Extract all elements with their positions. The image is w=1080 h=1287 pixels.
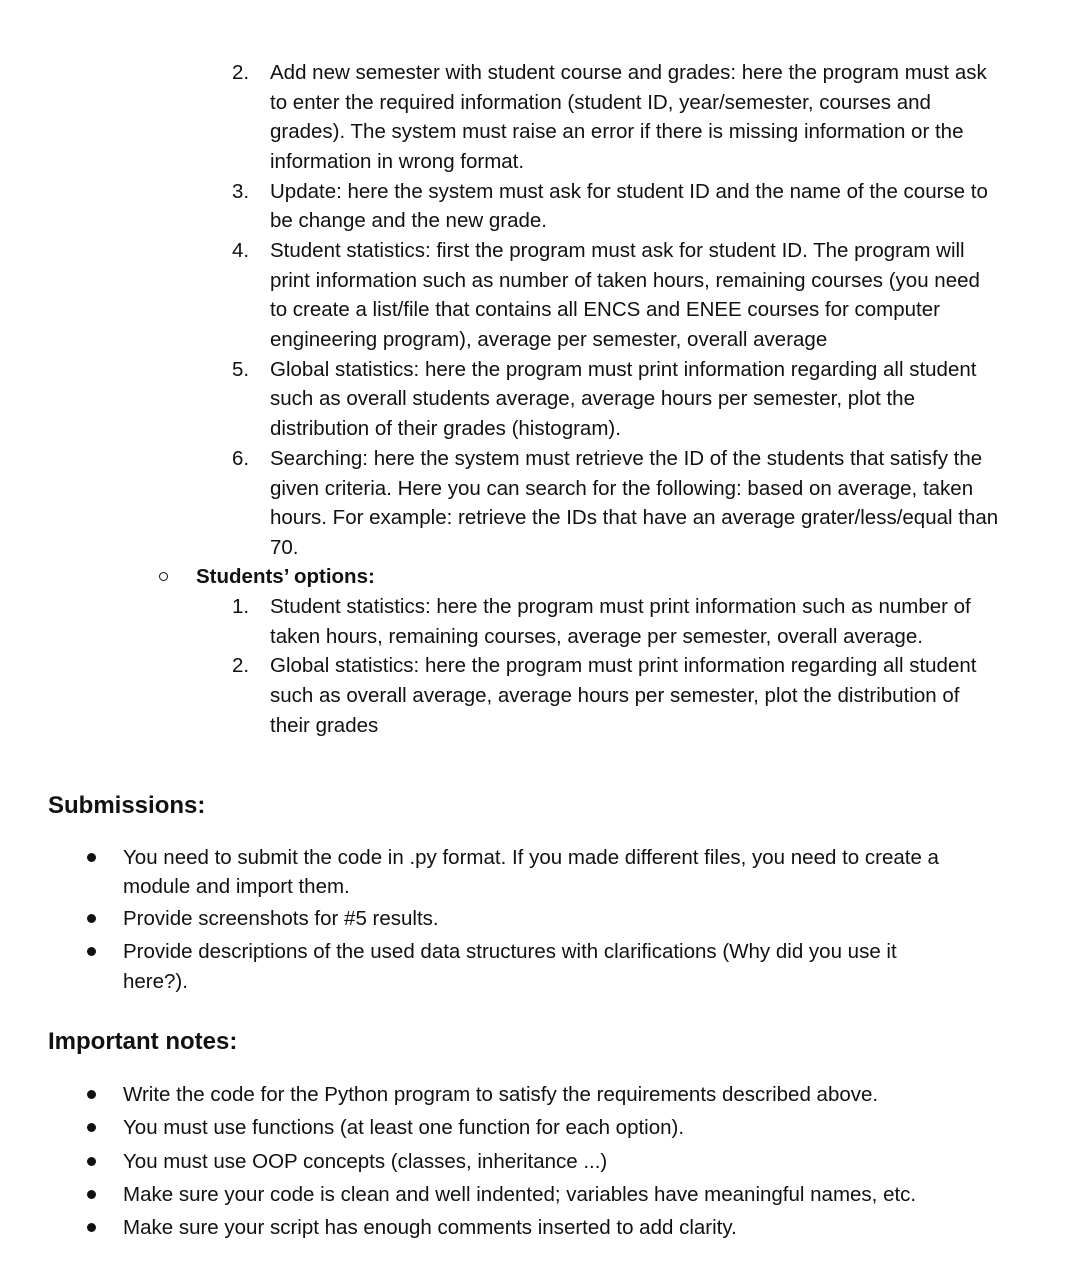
bullet-icon bbox=[87, 1157, 96, 1166]
list-item-text: to create a list/file that contains all ENCS and ENEE courses for computer bbox=[270, 298, 940, 321]
list-number: 4. bbox=[232, 239, 250, 262]
list-number: 5. bbox=[232, 358, 250, 381]
list-item-text: Update: here the system must ask for student ID and the name of the course to bbox=[270, 180, 988, 203]
list-number: 6. bbox=[232, 447, 250, 470]
bullet-icon bbox=[87, 947, 96, 956]
list-item-text: Searching: here the system must retrieve the ID of the students that satisfy the bbox=[270, 447, 983, 470]
hollow-bullet-icon bbox=[159, 572, 168, 581]
list-item-text: 70. bbox=[270, 536, 299, 559]
list-item-text: Add new semester with student course and grades: here the program must ask bbox=[270, 61, 987, 84]
bullet-icon bbox=[87, 914, 96, 923]
list-item-text: engineering program), average per semester, overall average bbox=[270, 328, 828, 351]
list-item-text: You need to submit the code in .py format. If you made different files, you need to create a bbox=[123, 846, 939, 869]
students-options-title: Students’ options: bbox=[196, 565, 375, 588]
list-item-text: You must use OOP concepts (classes, inheritance ...) bbox=[123, 1150, 608, 1173]
submissions-heading: Submissions: bbox=[48, 792, 206, 819]
list-item-text: Write the code for the Python program to satisfy the requirements described above. bbox=[123, 1083, 879, 1106]
list-item-text: Make sure your script has enough comments inserted to add clarity. bbox=[123, 1216, 737, 1239]
list-item-text: to enter the required information (student ID, year/semester, courses and bbox=[270, 91, 931, 114]
list-item-text: such as overall students average, average hours per semester, plot the bbox=[270, 387, 915, 410]
list-item-text: Make sure your code is clean and well indented; variables have meaningful names, etc. bbox=[123, 1183, 917, 1206]
bullet-icon bbox=[87, 1090, 96, 1099]
bullet-icon bbox=[87, 1223, 96, 1232]
list-number: 2. bbox=[232, 654, 250, 677]
list-item-text: their grades bbox=[270, 714, 379, 737]
list-item-text: Global statistics: here the program must print information regarding all student bbox=[270, 358, 977, 381]
list-item-text: Student statistics: first the program must ask for student ID. The program will bbox=[270, 239, 965, 262]
list-item-text: such as overall average, average hours per semester, plot the distribution of bbox=[270, 684, 960, 707]
bullet-icon bbox=[87, 1123, 96, 1132]
list-item-text: distribution of their grades (histogram). bbox=[270, 417, 621, 440]
list-item-text: Provide screenshots for #5 results. bbox=[123, 907, 439, 930]
list-item-text: given criteria. Here you can search for the following: based on average, taken bbox=[270, 477, 974, 500]
list-item-text: grades). The system must raise an error if there is missing information or the bbox=[270, 120, 964, 143]
list-item-text: Student statistics: here the program must print information such as number of bbox=[270, 595, 971, 618]
list-number: 3. bbox=[232, 180, 250, 203]
list-item-text: You must use functions (at least one function for each option). bbox=[123, 1116, 685, 1139]
list-item-text: taken hours, remaining courses, average per semester, overall average. bbox=[270, 625, 923, 648]
list-item-text: Provide descriptions of the used data structures with clarifications (Why did you use it bbox=[123, 940, 897, 963]
list-item-text: information in wrong format. bbox=[270, 150, 525, 173]
list-item-text: print information such as number of taken hours, remaining courses (you need bbox=[270, 269, 980, 292]
list-item-text: module and import them. bbox=[123, 875, 350, 898]
list-number: 1. bbox=[232, 595, 250, 618]
bullet-icon bbox=[87, 1190, 96, 1199]
important-notes-heading: Important notes: bbox=[48, 1028, 238, 1055]
list-item-text: Global statistics: here the program must print information regarding all student bbox=[270, 654, 977, 677]
list-item-text: here?). bbox=[123, 970, 188, 993]
list-item-text: hours. For example: retrieve the IDs that have an average grater/less/equal than bbox=[270, 506, 999, 529]
list-number: 2. bbox=[232, 61, 250, 84]
bullet-icon bbox=[87, 853, 96, 862]
list-item-text: be change and the new grade. bbox=[270, 209, 547, 232]
